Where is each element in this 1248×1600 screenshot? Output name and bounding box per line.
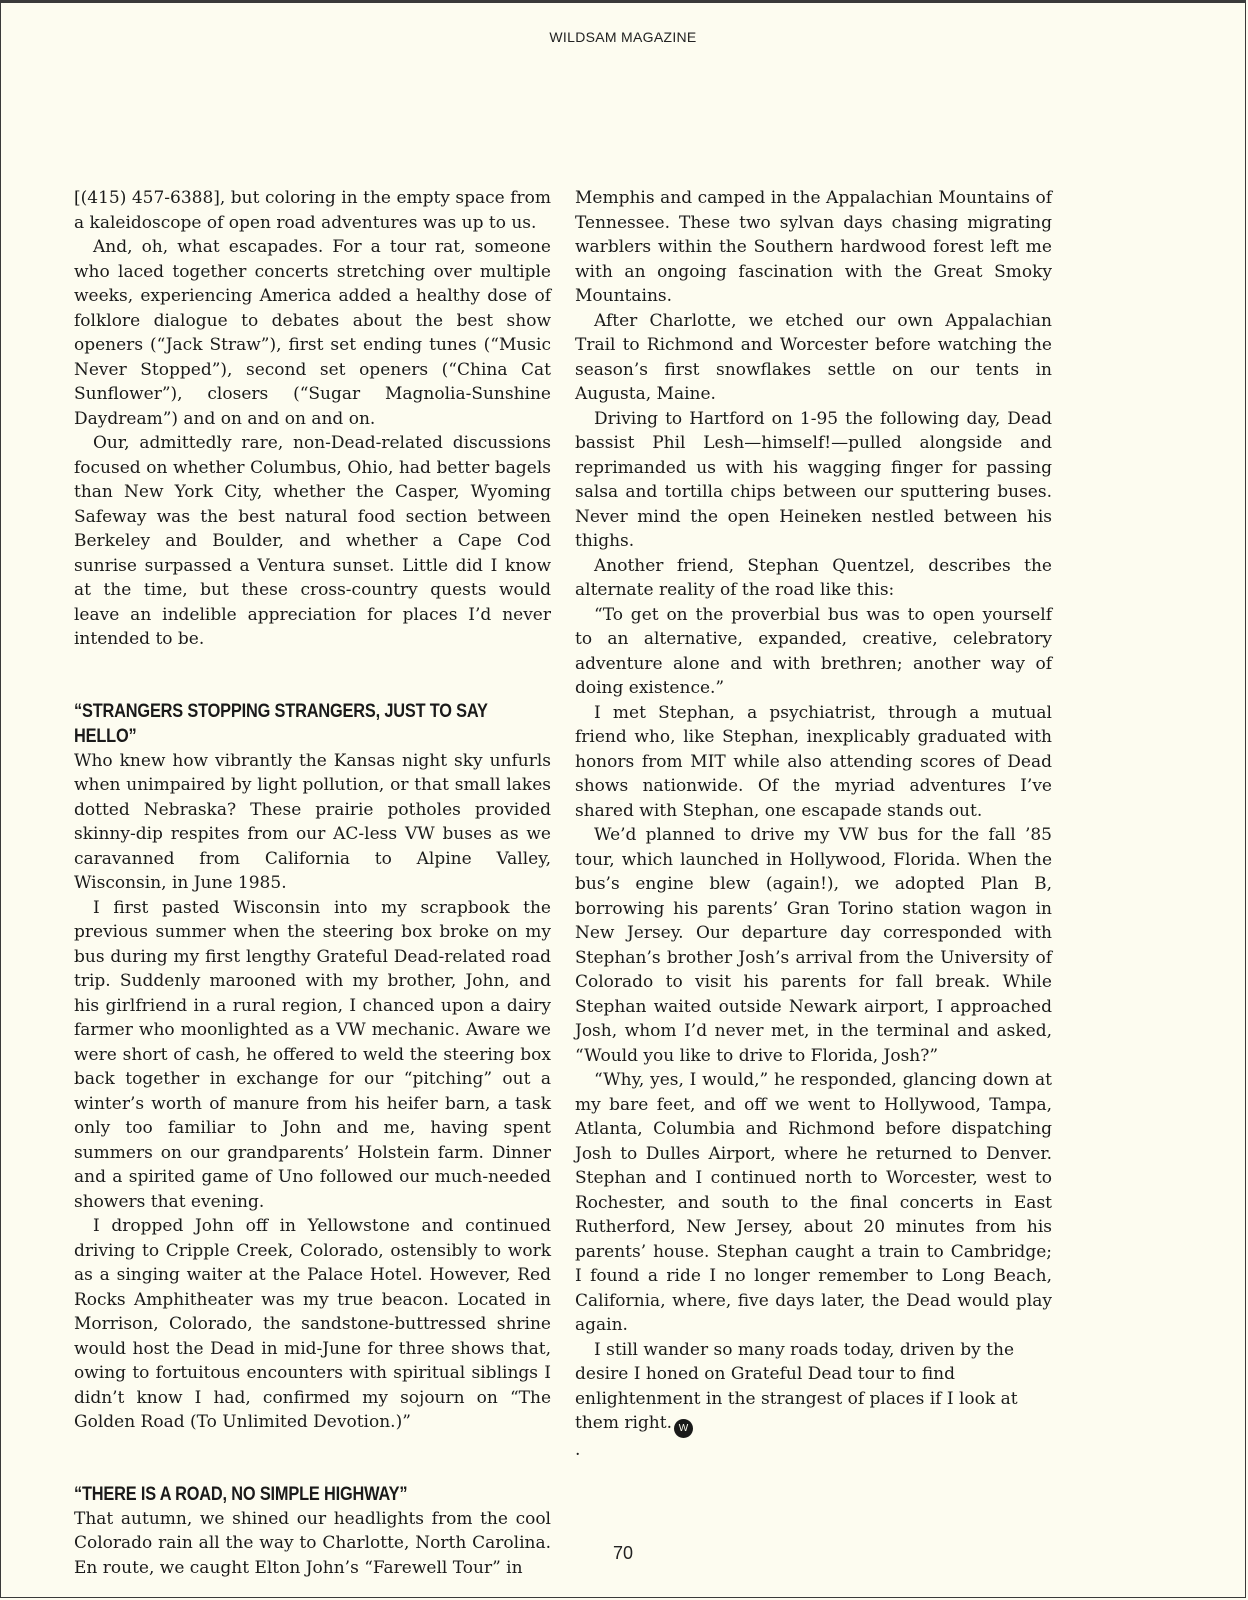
right-column (575, 186, 1052, 1463)
paragraph: After Charlotte, we etched our own Appalachian Trail to Richmond and Worcester before watching the season’s first snowflakes settle on our tents in Augusta, Maine. (575, 310, 1052, 404)
paragraph: “To get on the proverbial bus was to open yourself to an alternative, expanded, creative, celebratory adventure alone and with brethren; another way of doing existence.” (575, 604, 1052, 698)
paragraph: Memphis and camped in the Appalachian Mountains of Tennessee. These two sylvan days chasing migrating warblers within the Southern hardwood forest left me with an ongoing fascination with the Great Smoky Mountains. (575, 188, 1052, 306)
end-mark-icon: W (674, 1419, 693, 1438)
paragraph: I met Stephan, a psychiatrist, through a mutual friend who, like Stephan, inexplicably graduated with honors from MIT while also attending scores of Dead shows nationwide. Of the myriad adventures I’ve shared with Stephan, one escapade stands out. (575, 702, 1052, 821)
paragraph: “Why, yes, I would,” he responded, glancing down at my bare feet, and off we went to Hollywood, Tampa, Atlanta, Columbia and Richmond before dispatching Josh to Dulles Airport, where he returned to Denver. Stephan and I continued north to Worcester, west to Rochester, and south to the final concerts in East Rutherford, New Jersey, about 20 minutes from his parents’ house. Stephan caught a train to Cambridge; I found a ride I no longer remember to Long Beach, California, where, five days later, the Dead would play again. (575, 1070, 1052, 1335)
paragraph: Driving to Hartford on 1-95 the following day, Dead bassist Phil Lesh—himself!—pulled alongside and reprimanded us with his wagging finger for passing salsa and tortilla chips between our sputtering buses. Never mind the open Heineken nestled between his thighs. (575, 408, 1052, 551)
page-number: 70 (612, 1543, 634, 1563)
trailing-dot: . (575, 1440, 581, 1460)
paragraph: Our, admittedly rare, non-Dead-related discussions focused on whether Columbus, Ohio, had better bagels than New York City, whether the Casper, Wyoming Safeway was the best natural food section between Berkeley and Boulder, and whether a Cape Cod sunrise surpassed a Ventura sunset. Little did I know at the time, but these cross-country quests would leave an indelible appreciation for places I’d never intended to be. (74, 433, 551, 649)
paragraph-text: I still wander so many roads today, driven by the desire I honed on Grateful Dead tour to find enlightenment in the strangest of places if I look at them right. (575, 1339, 1018, 1433)
section-heading: “THERE IS A ROAD, NO SIMPLE HIGHWAY” (74, 1483, 408, 1505)
paragraph: That autumn, we shined our headlights from the cool Colorado rain all the way to Charlotte, North Carolina. En route, we caught Elton John’s “Farewell Tour” in (74, 1508, 551, 1578)
paragraph: Who knew how vibrantly the Kansas night sky unfurls when unimpaired by light pollution, or that small lakes dotted Nebraska? These prairie potholes provided skinny-dip respites from our AC-less VW buses as we caravanned from California to Alpine Valley, Wisconsin, in June 1985. (74, 750, 551, 893)
paragraph: And, oh, what escapades. For a tour rat, someone who laced together concerts stretching over multiple weeks, experiencing America added a healthy dose of folklore dialogue to debates about the best show openers (“Jack Straw”), first set ending tunes (“Music Never Stopped”), second set openers (“China Cat Sunflower”), closers (“Sugar Magnolia-Sunshine Daydream”) and on and on and on. (74, 237, 551, 429)
section-heading: “STRANGERS STOPPING STRANGERS, JUST TO SAY HELLO” (74, 700, 488, 747)
paragraph: Another friend, Stephan Quentzel, describes the alternate reality of the road like this: (575, 555, 1052, 600)
paragraph: [(415) 457-6388], but coloring in the empty space from a kaleidoscope of open road adventures was up to us. (74, 188, 551, 233)
final-paragraph (575, 1338, 1052, 1439)
paragraph: I first pasted Wisconsin into my scrapbook the previous summer when the steering box broke on my bus during my first lengthy Grateful Dead-related road trip. Suddenly marooned with my brother, John, and his girlfriend in a rural region, I chanced upon a dairy farmer who moonlighted as a VW mechanic. Aware we were short of cash, he offered to weld the steering box back together in exchange for our “pitching” out a winter’s worth of manure from his heifer barn, a task only too familiar to John and me, having spent summers on our grandparents’ Holstein farm. Dinner and a spirited game of Uno followed our much-needed showers that evening. (74, 897, 551, 1212)
paragraph: We’d planned to drive my VW bus for the fall ’85 tour, which launched in Hollywood, Florida. When the bus’s engine blew (again!), we adopted Plan B, borrowing his parents’ Gran Torino station wagon in New Jersey. Our departure day corresponded with Stephan’s brother Josh’s arrival from the University of Colorado to visit his parents for fall break. While Stephan waited outside Newark airport, I approached Josh, whom I’d never met, in the terminal and asked, “Would you like to drive to Florida, Josh?” (575, 825, 1052, 1066)
running-head: WILDSAM MAGAZINE (549, 29, 697, 45)
paragraph: I dropped John off in Yellowstone and continued driving to Cripple Creek, Colorado, ostensibly to work as a singing waiter at the Palace Hotel. However, Red Rocks Amphitheater was my true beacon. Located in Morrison, Colorado, the sandstone-buttressed shrine would host the Dead in mid-June for three shows that, owing to fortuitous encounters with spiritual siblings I didn’t know I had, confirmed my sojourn on “The Golden Road (To Unlimited Devotion.)” (74, 1216, 551, 1432)
left-column (74, 186, 551, 1580)
